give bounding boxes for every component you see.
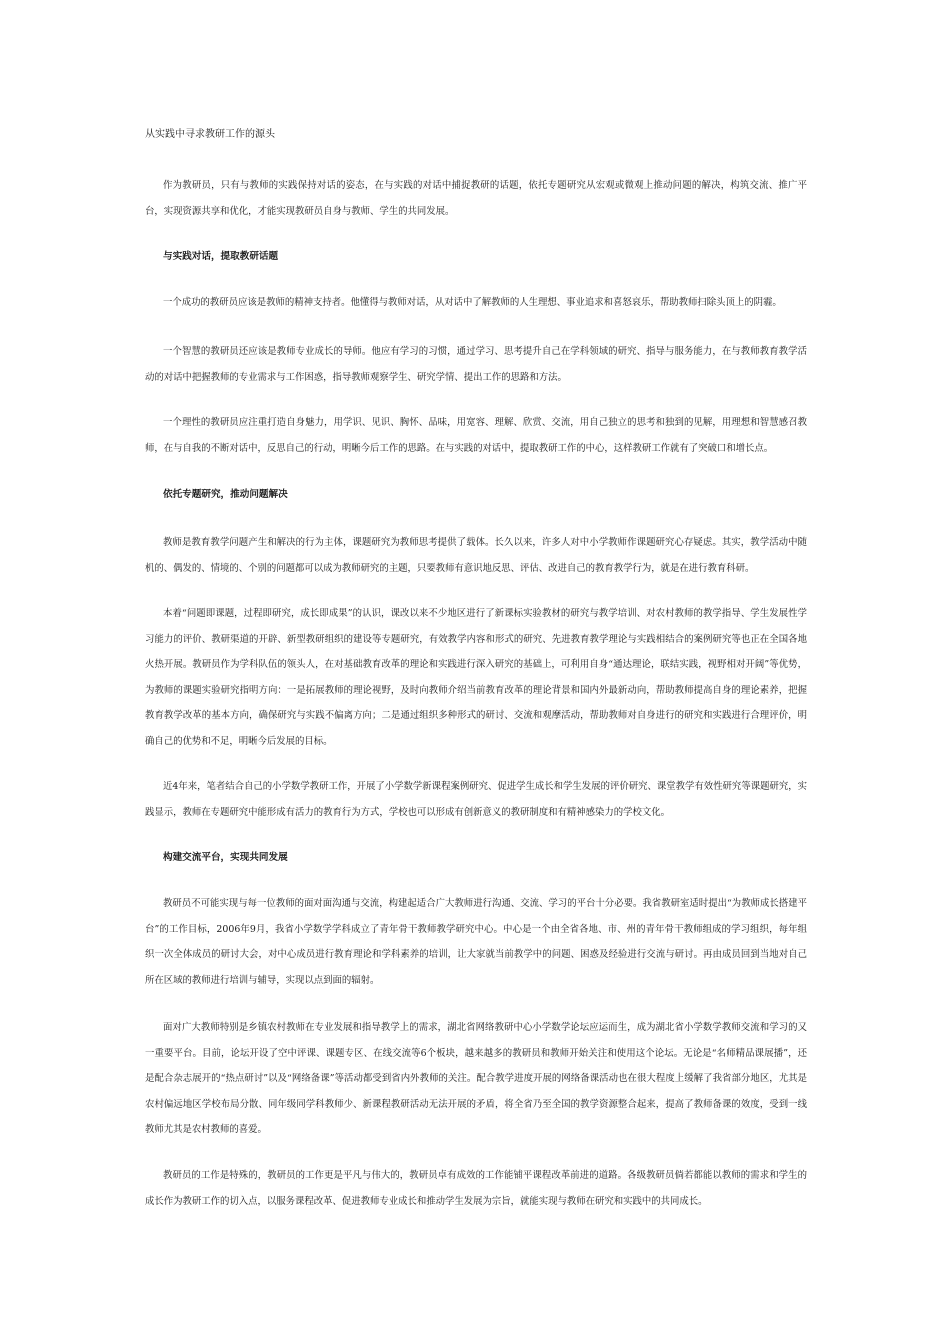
section-heading-platform: 构建交流平台，实现共同发展 <box>163 852 288 863</box>
paragraph: 教师是教育教学问题产生和解决的行为主体，课题研究为教师思考提供了载体。长久以来，许多人对中小学教师作课题研究心存疑虑。其实，教学活动中随机的、偶发的、情境的、个别的问题都可以成为教师研究的主题，只要教师有意识地反思、评估、改进自己的教育教学行为，就是在进行教育科研。 <box>145 537 807 574</box>
intro-paragraph: 作为教研员，只有与教师的实践保持对话的姿态，在与实践的对话中捕捉教研的话题，依托专题研究从宏观或微观上推动问题的解决，构筑交流、推广平台，实现资源共享和优化，才能实现教研员自身与教师、学生的共同发展。 <box>145 180 807 217</box>
section-heading-dialogue: 与实践对话，提取教研话题 <box>163 251 279 262</box>
paragraph: 一个理性的教研员应注重打造自身魅力，用学识、见识、胸怀、品味，用宽容、理解、欣赏、交流，用自己独立的思考和独到的见解，用理想和智慧感召教师，在与自我的不断对话中，反思自己的行动，明晰今后工作的思路。在与实践的对话中，提取教研工作的中心，这样教研工作就有了突破口和增长点。 <box>145 417 807 454</box>
paragraph: 教研员不可能实现与每一位教师的面对面沟通与交流，构建起适合广大教师进行沟通、交流、学习的平台十分必要。我省教研室适时提出“为教师成长搭建平台”的工作目标，2006年9月，我省小学数学学科成立了青年骨干教师教学研究中心。中心是一个由全省各地、市、州的青年骨干教师组成的学习组织，每年组织一次全体成员的研讨大会，对中心成员进行教育理论和学科素养的培训，让大家就当前教学中的问题、困惑及经验进行交流与研讨。再由成员回到当地对自己所在区域的教师进行培训与辅导，实现以点到面的辐射。 <box>145 898 807 986</box>
paragraph: 教研员的工作是特殊的，教研员的工作更是平凡与伟大的，教研员卓有成效的工作能铺平课程改革前进的道路。各级教研员倘若都能以教师的需求和学生的成长作为教研工作的切入点，以服务课程改革、促进教师专业成长和推动学生发展为宗旨，就能实现与教师在研究和实践中的共同成长。 <box>145 1170 807 1207</box>
paragraph: 本着“问题即课题，过程即研究，成长即成果”的认识，课改以来不少地区进行了新课标实验教材的研究与教学培训、对农村教师的教学指导、学生发展性学习能力的评价、教研渠道的开辟、新型教研组织的建设等专题研究，有效教学内容和形式的研究、先进教育教学理论与实践相结合的案例研究等也正在全国各地火热开展。教研员作为学科队伍的领头人，在对基础教育改革的理论和实践进行深入研究的基础上，可利用自身“通达理论，联结实践，视野相对开阔”等优势，为教师的课题实验研究指明方向：一是拓展教师的理论视野，及时向教师介绍当前教育改革的理论背景和国内外最新动向，帮助教师提高自身的理论素养，把握教育教学改革的基本方向，确保研究与实践不偏离方向；二是通过组织多种形式的研讨、交流和观摩活动，帮助教师对自身进行的研究和实践进行合理评价，明确自己的优势和不足，明晰今后发展的目标。 <box>145 608 807 747</box>
paragraph: 一个智慧的教研员还应该是教师专业成长的导师。他应有学习的习惯，通过学习、思考提升自己在学科领域的研究、指导与服务能力，在与教师教育教学活动的对话中把握教师的专业需求与工作困惑，指导教师观察学生、研究学情、提出工作的思路和方法。 <box>145 346 807 383</box>
document-title: 从实践中寻求教研工作的源头 <box>145 129 275 140</box>
section-heading-research: 依托专题研究，推动问题解决 <box>163 489 288 500</box>
paragraph: 面对广大教师特别是乡镇农村教师在专业发展和指导教学上的需求，湖北省网络教研中心小学数学论坛应运而生，成为湖北省小学数学教师交流和学习的又一重要平台。目前，论坛开设了空中评课、课题专区、在线交流等6个板块，越来越多的教研员和教师开始关注和使用这个论坛。无论是“名师精品课展播”，还是配合杂志展开的“热点研讨”以及“网络备课”等活动都受到省内外教师的关注。配合教学进度开展的网络备课活动也在很大程度上缓解了我省部分地区，尤其是农村偏远地区学校布局分散、同年级同学科教师少、新课程教研活动无法开展的矛盾，将全省乃至全国的教学资源整合起来，提高了教师备课的效度，受到一线教师尤其是农村教师的喜爱。 <box>145 1022 807 1136</box>
paragraph: 近4年来，笔者结合自己的小学数学教研工作，开展了小学数学新课程案例研究、促进学生成长和学生发展的评价研究、课堂教学有效性研究等课题研究，实践显示，教师在专题研究中能形成有活力的教育行为方式，学校也可以形成有创新意义的教研制度和有精神感染力的学校文化。 <box>145 781 807 818</box>
paragraph: 一个成功的教研员应该是教师的精神支持者。他懂得与教师对话，从对话中了解教师的人生理想、事业追求和喜怒哀乐，帮助教师扫除头顶上的阴霾。 <box>163 297 782 308</box>
